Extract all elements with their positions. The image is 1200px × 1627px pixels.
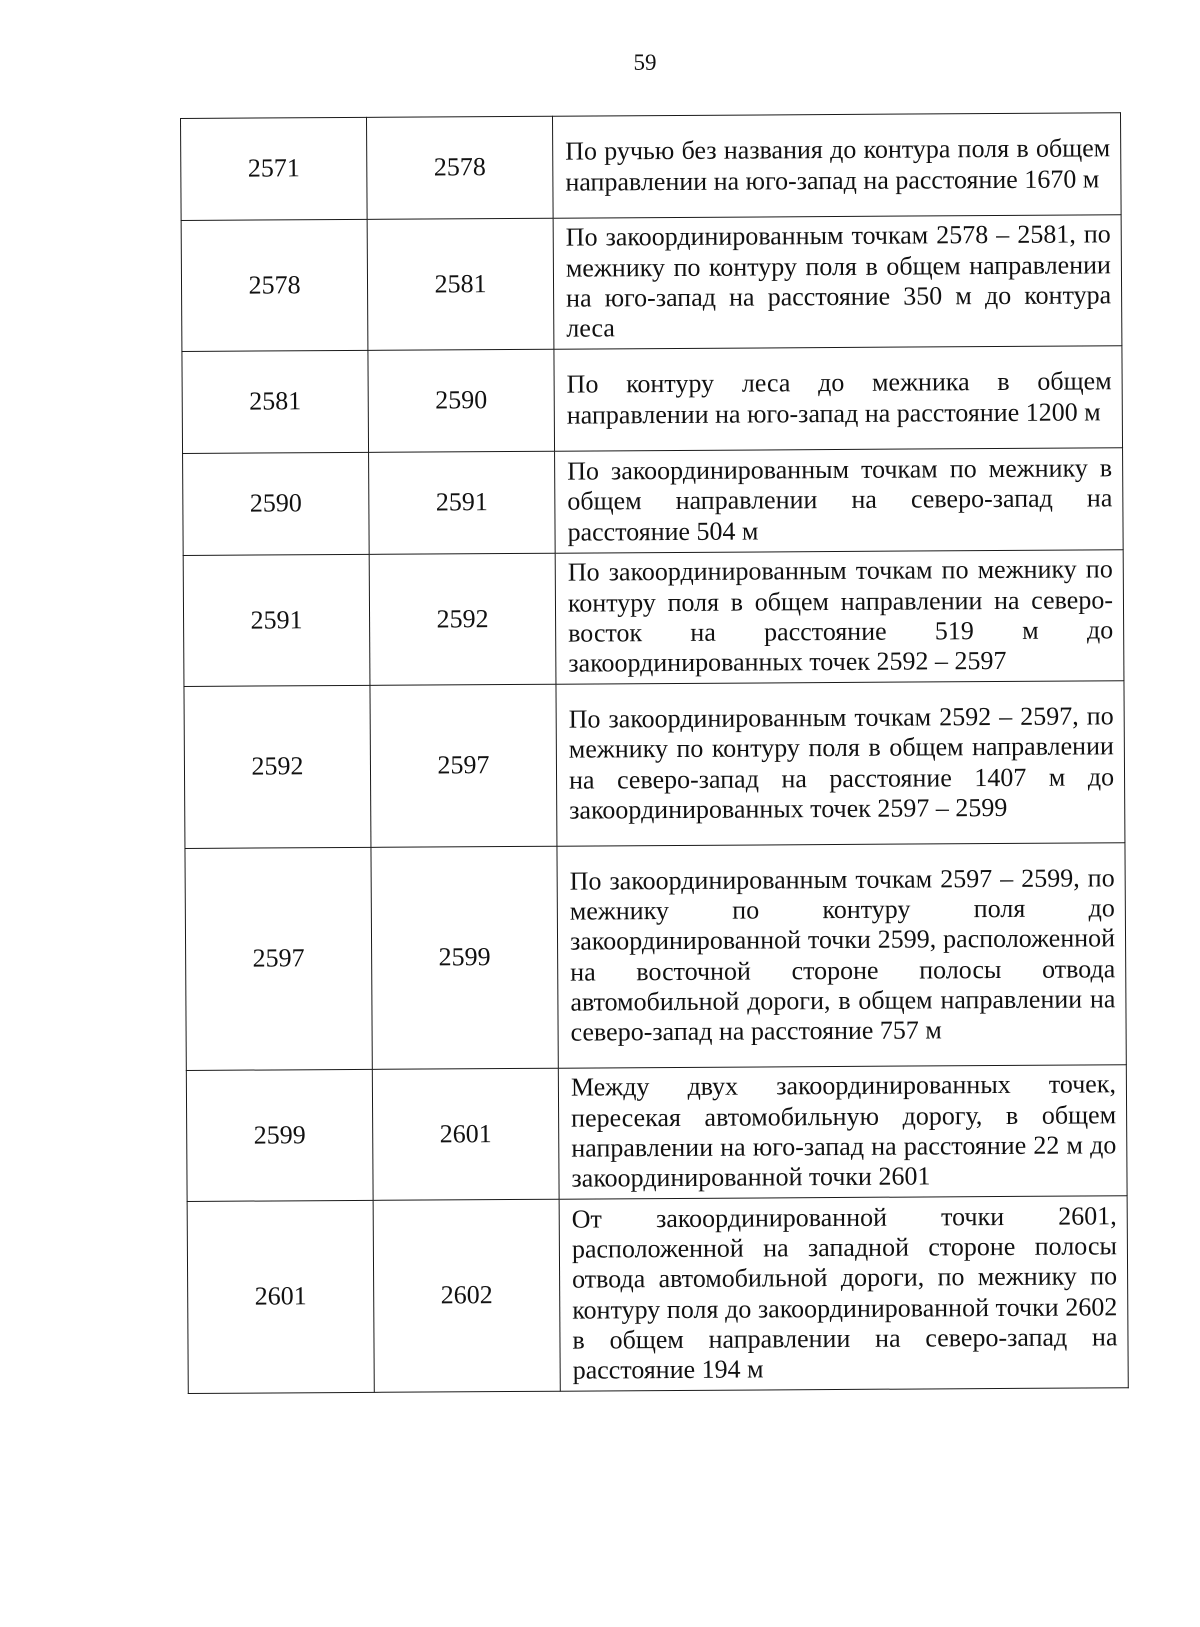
from-point-cell: 2581: [182, 350, 369, 453]
from-point-cell: 2571: [181, 117, 368, 220]
table-row: [181, 113, 1122, 221]
description-cell: По контуру леса до межника в общем направлении на юго-запад на расстояние 1200 м: [554, 346, 1123, 451]
description-cell: По закоординированным точкам 2597 – 2599, по межнику по контуру поля до закоординированной точки 2599, расположенной на восточной стороне полосы отвода автомобильной дороги, в общем направлении на северо-запад на расстояние 757 м: [557, 843, 1126, 1068]
table-row: [187, 1196, 1128, 1394]
from-point-cell: 2591: [183, 554, 370, 686]
table-row: [183, 448, 1124, 556]
to-point-cell: 2601: [372, 1068, 559, 1200]
to-point-cell: 2602: [373, 1199, 560, 1392]
description-cell: По ручью без названия до контура поля в общем направлении на юго-запад на расстояние 1670 м: [552, 113, 1121, 218]
description-cell: По закоординированным точкам 2578 – 2581, по межнику по контуру поля в общем направлении на юго-запад на расстояние 350 м до контура леса: [553, 215, 1122, 349]
from-point-cell: 2578: [181, 219, 368, 351]
from-point-cell: 2601: [187, 1200, 374, 1393]
description-cell: По закоординированным точкам по межнику по контуру поля в общем направлении на северо-восток на расстояние 519 м до закоординированных точек 2592 – 2597: [555, 550, 1124, 684]
from-point-cell: 2590: [183, 452, 370, 555]
table-row: [186, 1065, 1127, 1202]
page-number: 59: [633, 50, 657, 75]
to-point-cell: 2597: [370, 684, 557, 847]
description-cell: По закоординированным точкам по межнику в общем направлении на северо-запад на расстояние 504 м: [555, 448, 1124, 553]
table-row: [182, 346, 1123, 454]
boundary-description-table: [180, 112, 1129, 1394]
from-point-cell: 2599: [186, 1069, 373, 1201]
to-point-cell: 2599: [371, 846, 558, 1069]
description-cell: По закоординированным точкам 2592 – 2597, по межнику по контуру поля в общем направлении на северо-запад на расстояние 1407 м до закоординированных точек 2597 – 2599: [556, 681, 1125, 846]
from-point-cell: 2597: [185, 847, 372, 1070]
table-row: [181, 215, 1122, 352]
to-point-cell: 2581: [367, 218, 554, 350]
to-point-cell: 2591: [369, 451, 556, 554]
table-row: [184, 681, 1125, 849]
table-row: [183, 550, 1124, 687]
description-cell: Между двух закоординированных точек, пересекая автомобильную дорогу, в общем направлении на юго-запад на расстояние 22 м до закоординированной точки 2601: [558, 1065, 1127, 1199]
to-point-cell: 2590: [368, 349, 555, 452]
table-row: [185, 843, 1126, 1071]
to-point-cell: 2592: [369, 553, 556, 685]
description-cell: От закоординированной точки 2601, расположенной на западной стороне полосы отвода автомобильной дороги, по межнику по контуру поля до закоординированной точки 2602 в общем направлении на северо-запад на расстояние 194 м: [559, 1196, 1128, 1391]
to-point-cell: 2578: [366, 116, 553, 219]
from-point-cell: 2592: [184, 685, 371, 848]
